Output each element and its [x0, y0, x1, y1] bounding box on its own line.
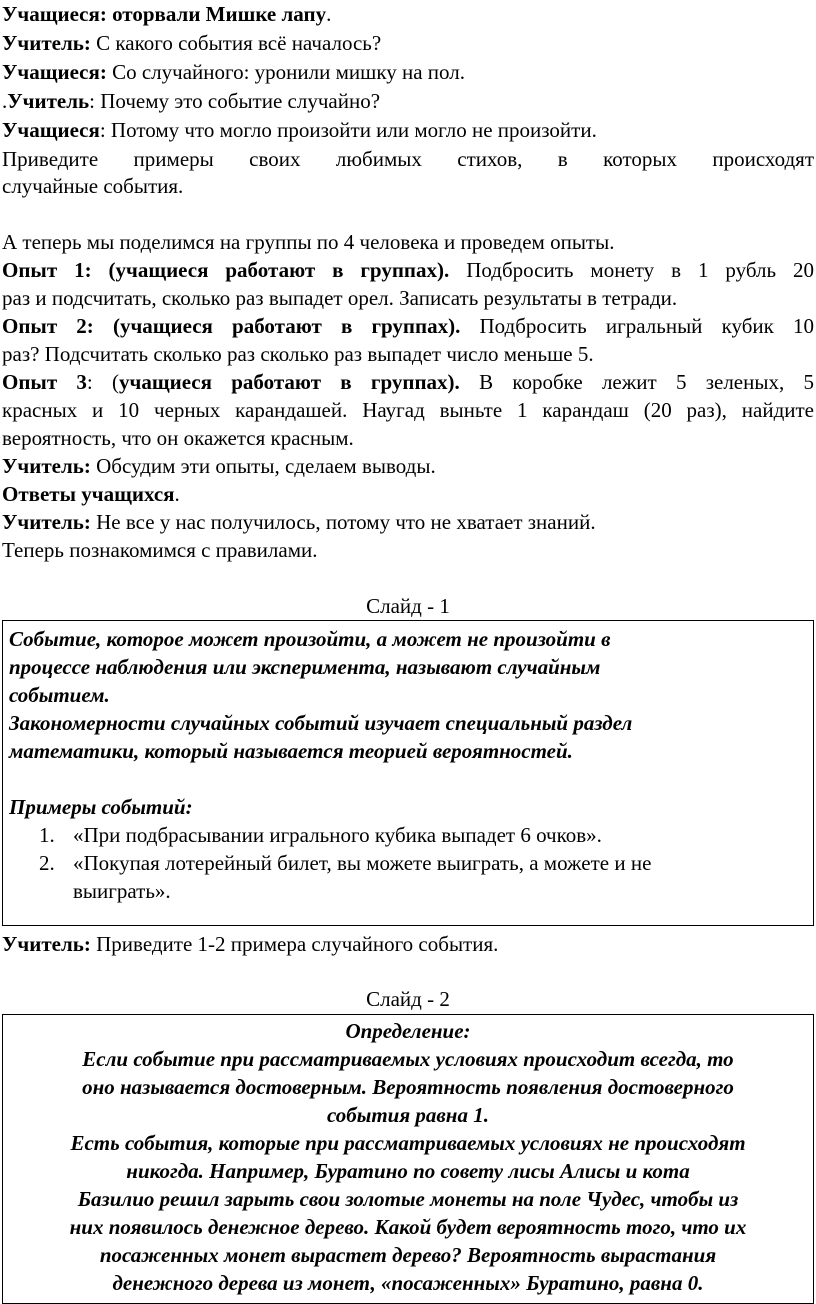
poems-line-1: Приведите примеры своих любимых стихов, в которых происходят [2, 147, 814, 171]
slide-2-text-5: никогда. Например, Буратино по совету лисы Алисы и кота [126, 1159, 690, 1183]
slide-1-text-1: Событие, которое может произойти, а может не произойти в [9, 627, 611, 651]
slide-1-text-4: Закономерности случайных событий изучает специальный раздел [9, 711, 633, 735]
slide-2-text-6: Базилио решил зарыть свои золотые монеты на поле Чудес, чтобы из [77, 1187, 739, 1211]
experiment-3-line-3: вероятность, что он окажется красным. [2, 426, 354, 450]
slide-2-text-1: Если событие при рассматриваемых условиях происходит всегда, то [82, 1047, 734, 1071]
experiment-1-line-1: Опыт 1: (учащиеся работают в группах). Подбросить монету в 1 рубль 20 [2, 258, 814, 282]
slide-1-title: Слайд - 1 [366, 594, 450, 618]
dialog-line-4: .Учитель: Почему это событие случайно? [2, 89, 381, 113]
dialog-line-2: Учитель: С какого события всё началось? [2, 31, 382, 55]
list-item: 1. «При подбрасывании игрального кубика выпадет 6 очков». [39, 823, 602, 847]
slide-2-box [2, 1014, 814, 1304]
not-enough-line: Учитель: Не все у нас получилось, потому что не хватает знаний. [2, 510, 596, 534]
slide-2-text-8: посаженных монет вырастет дерево? Вероятность вырастания [99, 1243, 717, 1267]
slide-2-text-9: денежного дерева из монет, «посаженных» Буратино, равна 0. [112, 1271, 704, 1295]
slide-2-text-4: Есть события, которые при рассматриваемых условиях не происходят [70, 1131, 746, 1155]
experiment-1-line-2: раз и подсчитать, сколько раз выпадет орел. Записать результаты в тетради. [2, 286, 678, 310]
examples-list [9, 821, 807, 905]
experiment-3-line-1: Опыт 3: (учащиеся работают в группах). В коробке лежит 5 зеленых, 5 [2, 370, 815, 394]
dialog-line-3: Учащиеся: Со случайного: уронили мишку на пол. [2, 60, 465, 84]
slide-2-text-7: них появилось денежное дерево. Какой будет вероятность того, что их [69, 1215, 747, 1239]
slide-1-text-2: процессе наблюдения или эксперимента, называют случайным [9, 655, 601, 679]
poems-line-2: случайные события. [2, 174, 184, 198]
discuss-line: Учитель: Обсудим эти опыты, сделаем выводы. [2, 454, 436, 478]
intro-text: А теперь мы поделимся на группы по 4 человека и проведем опыты. [2, 230, 615, 254]
slide-2-title: Слайд - 2 [366, 987, 450, 1011]
experiment-2-line-1: Опыт 2: (учащиеся работают в группах). Подбросить игральный кубик 10 [2, 314, 814, 338]
slide-2-text-2: оно называется достоверным. Вероятность появления достоверного [82, 1075, 734, 1099]
slide-1-box [2, 620, 814, 926]
slide-1-text-5: математики, который называется теорией вероятностей. [9, 739, 573, 763]
teacher-ask-line: Учитель: Приведите 1-2 примера случайного события. [2, 932, 499, 956]
experiment-2-line-2: раз? Подсчитать сколько раз сколько раз выпадет число меньше 5. [2, 342, 594, 366]
slide-2-text-3: события равна 1. [327, 1103, 489, 1127]
slide-1-text-3: событием. [9, 683, 110, 707]
dialog-line-5: Учащиеся: Потому что могло произойти или могло не произойти. [2, 118, 597, 142]
list-item: 2. «Покупая лотерейный билет, вы можете выиграть, а можете и не выиграть». [39, 851, 652, 903]
dialog-line-1: Учащиеся: оторвали Мишке лапу. [2, 2, 332, 26]
rules-line: Теперь познакомимся с правилами. [2, 538, 318, 562]
definition-title: Определение: [345, 1019, 471, 1043]
answers-line: Ответы учащихся. [2, 482, 180, 506]
experiment-3-line-2: красных и 10 черных карандашей. Наугад выньте 1 карандаш (20 раз), найдите [2, 398, 814, 422]
examples-title: Примеры событий: [9, 795, 193, 819]
